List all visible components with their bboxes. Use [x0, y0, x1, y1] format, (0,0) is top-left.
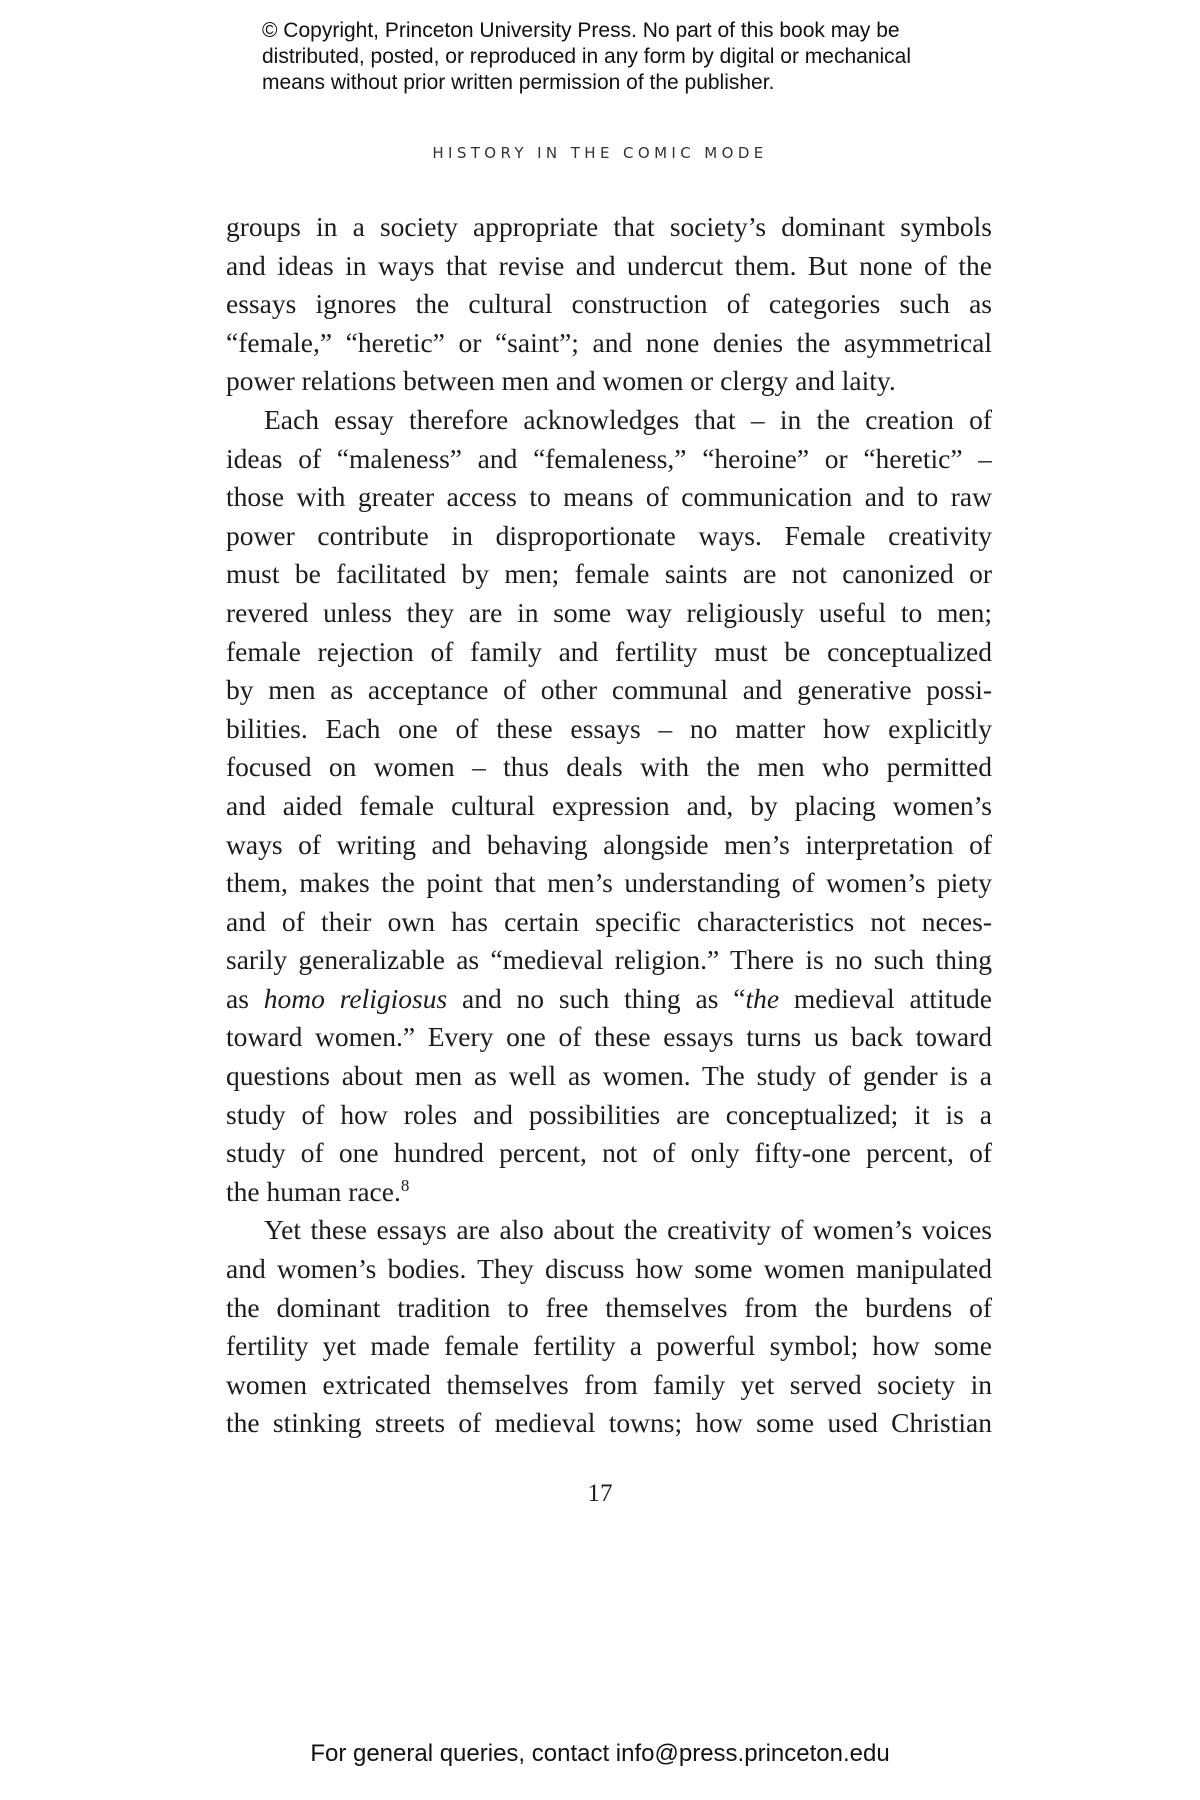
text-run: as: [226, 982, 264, 1014]
footnote-marker[interactable]: 8: [400, 1175, 410, 1195]
italic-term: the: [745, 982, 780, 1014]
text-line: Each essay therefore acknowledges that – in the creation of: [264, 403, 992, 435]
text-line: and ideas in ways that revise and undercut them. But none of the: [226, 249, 992, 281]
text-run: and no such thing as “: [447, 982, 746, 1014]
text-line: ideas of “maleness” and “femaleness,” “heroine” or “heretic” –: [226, 442, 992, 474]
text-line: the dominant tradition to free themselves from the burdens of: [226, 1291, 992, 1323]
text-line: groups in a society appropriate that society’s dominant symbols: [226, 211, 992, 242]
text-line: Yet these essays are also about the creativity of women’s voices: [264, 1214, 992, 1246]
copyright-line: © Copyright, Princeton University Press. No part of this book may be: [262, 19, 900, 42]
text-line: bilities. Each one of these essays – no matter how explicitly: [226, 712, 992, 744]
text-line: revered unless they are in some way religiously useful to men;: [226, 596, 992, 628]
text-line: them, makes the point that men’s understanding of women’s piety: [226, 867, 992, 899]
text-line: “female,” “heretic” or “saint”; and none denies the asymmetrical: [226, 326, 992, 358]
italic-term: homo religiosus: [263, 982, 448, 1014]
text-line: and of their own has certain specific characteristics not neces-: [226, 905, 992, 937]
text-line: and women’s bodies. They discuss how some women manipulated: [226, 1253, 992, 1285]
text-line: essays ignores the cultural construction of categories such as: [226, 288, 992, 320]
body-text: [226, 208, 992, 1443]
copyright-line: means without prior written permission of the publisher.: [262, 71, 775, 94]
text-line: female rejection of family and fertility must be conceptualized: [226, 635, 992, 667]
text-line: must be facilitated by men; female saints are not canonized or: [226, 558, 992, 590]
text-line: power relations between men and women or clergy and laity.: [226, 365, 896, 397]
text-line: power contribute in disproportionate ways. Female creativity: [226, 519, 992, 551]
text-run: medieval attitude: [779, 982, 992, 1014]
text-line: those with greater access to means of communication and to raw: [226, 481, 992, 513]
text-line: study of how roles and possibilities are conceptualized; it is a: [226, 1098, 992, 1130]
text-line: [226, 1173, 992, 1212]
text-line: toward women.” Every one of these essays turns us back toward: [226, 1021, 992, 1053]
text-line: [226, 980, 992, 1019]
text-line: women extricated themselves from family yet served society in: [226, 1368, 992, 1400]
text-run: the human race.: [226, 1175, 401, 1207]
text-line: the stinking streets of medieval towns; how some used Christian: [226, 1407, 992, 1439]
text-line: sarily generalizable as “medieval religion.” There is no such thing: [226, 944, 992, 976]
footer-contact: For general queries, contact info@press.princeton.edu: [310, 1740, 890, 1767]
text-line: fertility yet made female fertility a powerful symbol; how some: [226, 1330, 992, 1362]
text-line: and aided female cultural expression and, by placing women’s: [226, 789, 992, 821]
text-line: questions about men as well as women. The study of gender is a: [226, 1060, 992, 1092]
running-head: HISTORY IN THE COMIC MODE: [432, 144, 768, 162]
copyright-notice: [262, 18, 1022, 96]
text-line: ways of writing and behaving alongside men’s interpretation of: [226, 828, 992, 860]
page-number: 17: [587, 1480, 613, 1507]
text-line: by men as acceptance of other communal and generative possi-: [226, 674, 992, 706]
copyright-line: distributed, posted, or reproduced in any form by digital or mechanical: [262, 45, 912, 68]
text-line: focused on women – thus deals with the men who permitted: [226, 751, 992, 783]
text-line: study of one hundred percent, not of only fifty-one percent, of: [226, 1137, 992, 1169]
